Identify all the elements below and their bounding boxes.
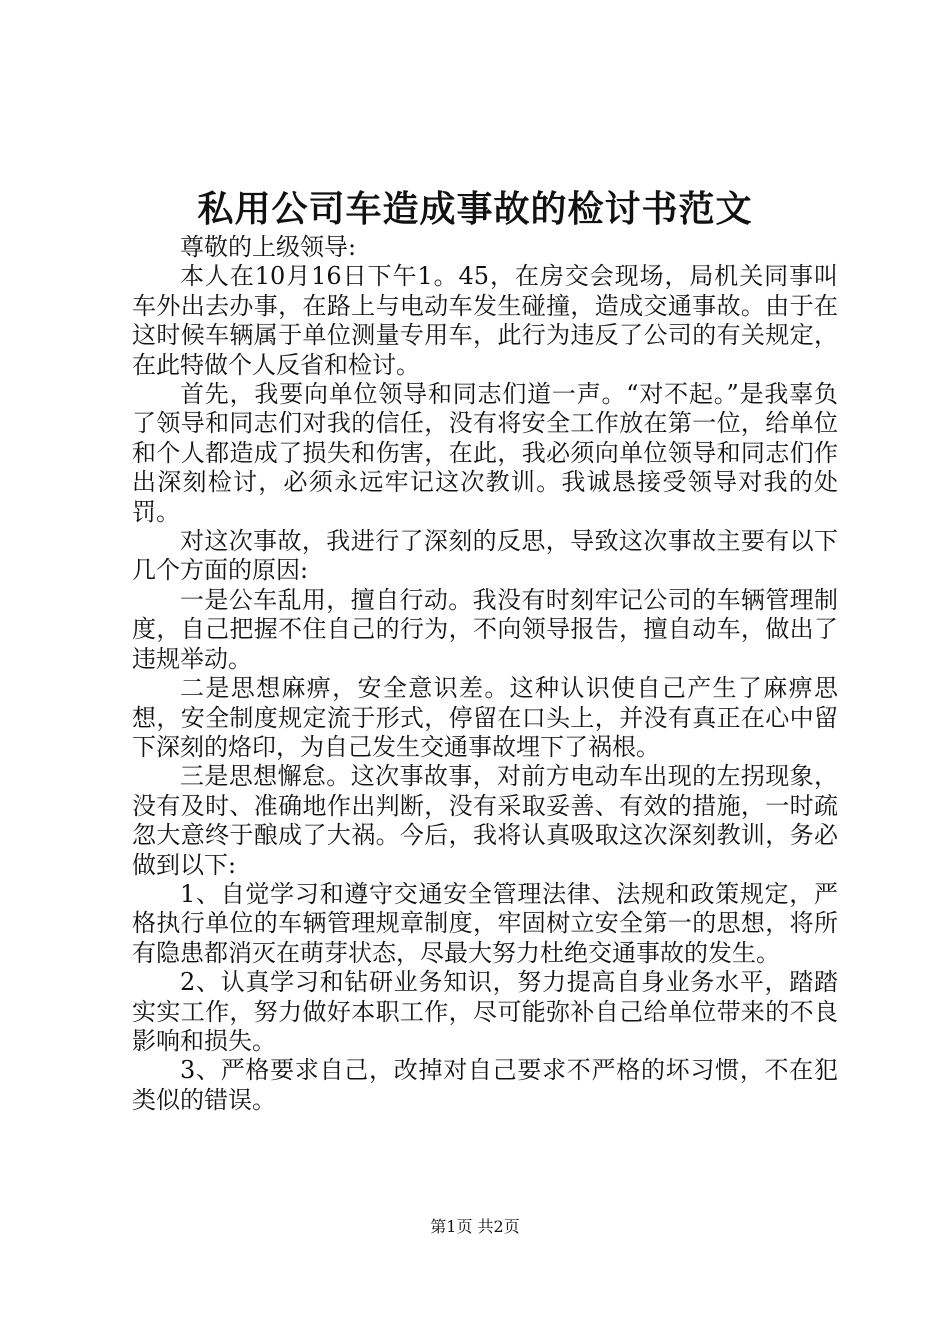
paragraph: 首先，我要向单位领导和同志们道一声。“对不起。”是我辜负了领导和同志们对我的信任，没有将安全工作放在第一位，给单位和个人都造成了损失和伤害，在此，我必须向单位领导和同志们作出深刻检讨，必须永远牢记这次教训。我诚恳接受领导对我的处罚。 — [132, 380, 838, 526]
paragraph: 二是思想麻痹，安全意识差。这种认识使自己产生了麻痹思想，安全制度规定流于形式，停留在口头上，并没有真正在心中留下深刻的烙印，为自己发生交通事故埋下了祸根。 — [132, 674, 838, 761]
greeting: 尊敬的上级领导: — [180, 233, 357, 261]
list-item: 1、自觉学习和遵守交通安全管理法律、法规和政策规定，严格执行单位的车辆管理规章制度，牢固树立安全第一的思想，将所有隐患都消灭在萌芽状态，尽最大努力杜绝交通事故的发生。 — [132, 879, 838, 967]
paragraph: 对这次事故，我进行了深刻的反思，导致这次事故主要有以下几个方面的原因: — [132, 527, 838, 585]
list-item: 3、严格要求自己，改掉对自己要求不严格的坏习惯，不在犯类似的错误。 — [132, 1056, 838, 1114]
paragraph: 三是思想懈怠。这次事故事，对前方电动车出现的左拐现象，没有及时、准确地作出判断，没有采取妥善、有效的措施，一时疏忽大意终于酿成了大祸。今后，我将认真吸取这次深刻教训，务必做到以下: — [132, 762, 838, 879]
document-title: 私用公司车造成事故的检讨书范文 — [197, 188, 753, 230]
paragraph: 本人在10月16日下午1。45，在房交会现场，局机关同事叫车外出去办事，在路上与电动车发生碰撞，造成交通事故。由于在这时候车辆属于单位测量专用车，此行为违反了公司的有关规定，在此特做个人反省和检讨。 — [132, 262, 838, 379]
list-item: 2、认真学习和钻研业务知识，努力提高自身业务水平，踏踏实实工作，努力做好本职工作，尽可能弥补自己给单位带来的不良影响和损失。 — [132, 968, 838, 1055]
page-footer: 第1页 共2页 — [430, 1217, 520, 1236]
document-body — [132, 233, 838, 1115]
paragraph: 一是公车乱用，擅自行动。我没有时刻牢记公司的车辆管理制度，自己把握不住自己的行为，不向领导报告，擅自动车，做出了违规举动。 — [132, 585, 838, 673]
